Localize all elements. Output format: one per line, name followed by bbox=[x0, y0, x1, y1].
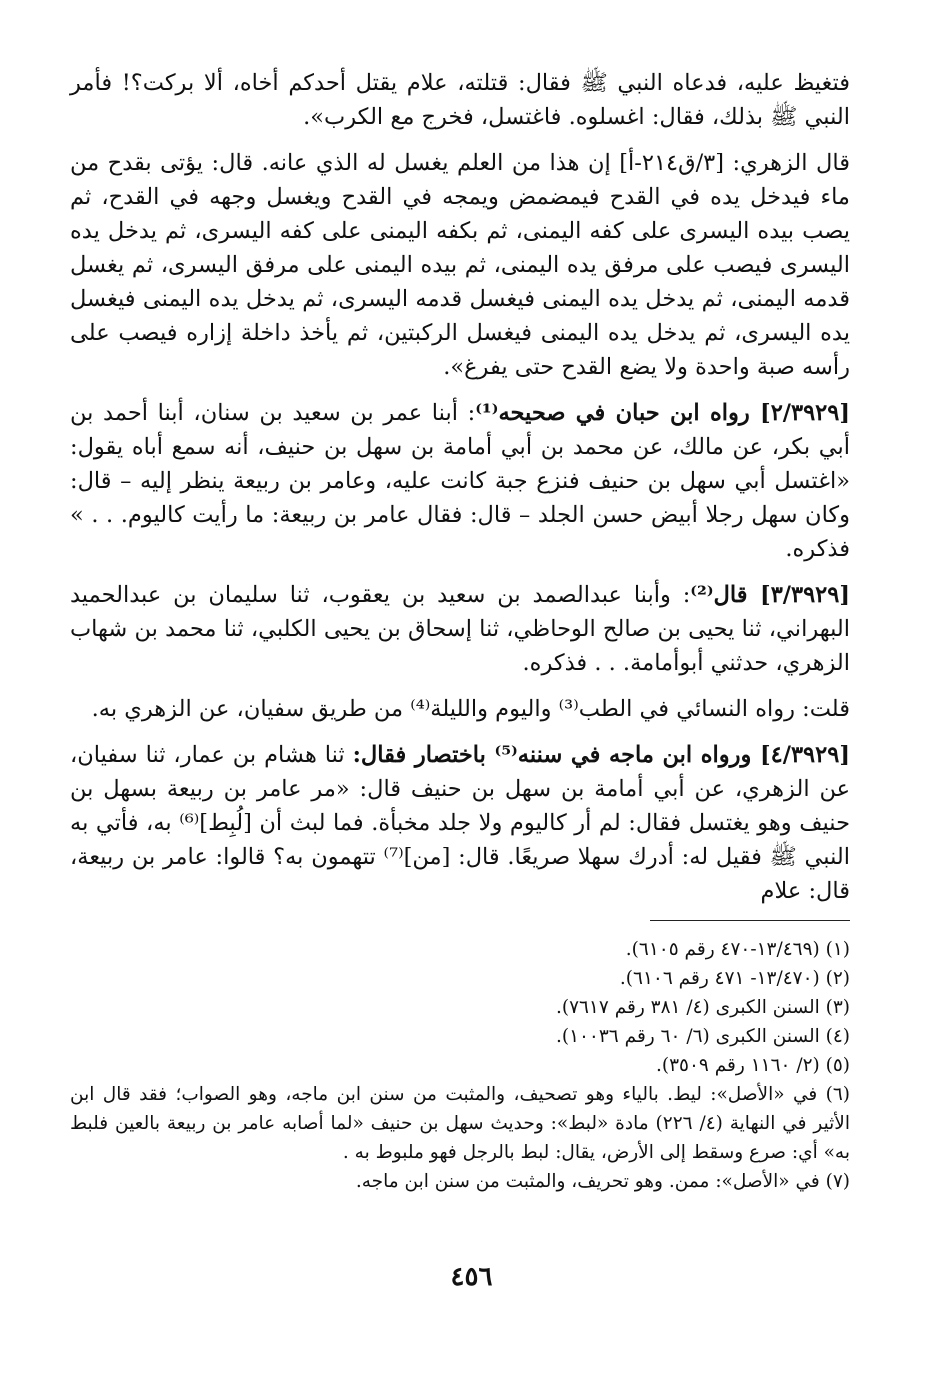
paragraph-text: فتغيظ عليه، فدعاه النبي ﷺ فقال: قتلته، علام يقتل أحدكم أخاه، ألا بركت؟! فأمر النبي ﷺ بذلك، فقال: اغسلوه. فاغتسل، فخرج مع الكرب». bbox=[70, 70, 850, 130]
paragraph-4 bbox=[70, 578, 850, 680]
footnote-6: (٦) في «الأصل»: ليط. بالياء وهو تصحيف، والمثبت من سنن ابن ماجه، وهو الصواب؛ فقد قال ابن الأثير في النهاية (٤/ ٢٢٦) مادة «لبط»: وحديث سهل بن حنيف «لما أصابه عامر بن ربيعة بالعين فلبط به» أي: صرع وسقط إلى الأرض، يقال: لبط بالرجل فهو ملبوط به . bbox=[70, 1084, 850, 1163]
paragraph-3 bbox=[70, 396, 850, 566]
paragraph-head: [٤/٣٩٢٩] ورواه ابن ماجه في سننه⁽⁵⁾ باختصار فقال: bbox=[352, 742, 850, 768]
footnote-5: (٥) (٢/ ١١٦٠ رقم ٣٥٠٩). bbox=[655, 1055, 850, 1076]
paragraph-2 bbox=[70, 146, 850, 384]
footnote-4: (٤) السنن الكبرى (٦/ ٦٠ رقم ١٠٠٣٦). bbox=[555, 1026, 850, 1047]
footnotes bbox=[70, 935, 850, 1196]
paragraph-text: قلت: رواه النسائي في الطب⁽³⁾ واليوم والليلة⁽⁴⁾ من طريق سفيان، عن الزهري به. bbox=[91, 696, 850, 722]
paragraph-text: قال الزهري: [٣/ق٢١٤-أ] إن هذا من العلم يغسل له الذي عانه. قال: يؤتى بقدح من ماء فيدخل يده في القدح فيمضمض ويمجه في القدح ويغسل وجهه في القدح، ثم يصب بيده اليسرى على كفه اليمنى، ثم بكفه اليمنى على كفه اليسرى، ثم يدخل يده اليسرى فيصب على مرفق يده اليمنى، ثم بيده اليمنى على مرفق اليسرى، ثم يغسل قدمه اليمنى، ثم يدخل يده اليمنى فيغسل قدمه اليسرى، ثم يدخل يده اليمنى فيغسل يده اليسرى، ثم يدخل يده اليمنى فيغسل الركبتين، ثم يأخذ داخلة إزاره فيصب على رأسه صبة واحدة ولا يضع القدح حتى يفرغ». bbox=[70, 150, 850, 380]
paragraph-6 bbox=[70, 738, 850, 908]
paragraph-5 bbox=[70, 692, 850, 726]
paragraph-1 bbox=[70, 66, 850, 134]
paragraph-text: : أبنا عمر بن سعيد بن سنان، أبنا أحمد بن أبي بكر، عن مالك، عن محمد بن أبي أمامة بن سهل بن حنيف، أنه سمع أباه يقول: «اغتسل أبي سهل بن حنيف فنزع جبة كانت عليه، وعامر بن ربيعة ينظر إليه – قال: وكان سهل رجلا أبيض حسن الجلد – قال: فقال عامر بن ربيعة: ما رأيت كاليوم. . . » فذكره. bbox=[70, 400, 850, 562]
footnote-1: (١) (١٣/٤٦٩-٤٧٠ رقم ٦١٠٥). bbox=[625, 939, 850, 960]
paragraph-text: ثنا هشام بن عمار، ثنا سفيان، عن الزهري، عن أبي أمامة بن سهل بن حنيف قال: «مر عامر بن ربيعة بسهل بن حنيف وهو يغتسل فقال: لم أر كاليوم ولا جلد مخبأة. فما لبث أن [لُبِط]⁽⁶⁾ به، فأتي به النبي ﷺ فقيل له: أدرك سهلا صريعًا. قال: [من]⁽⁷⁾ تتهمون به؟ قالوا: عامر بن ربيعة، قال: علام bbox=[70, 742, 850, 904]
footnote-7: (٧) في «الأصل»: ممن. وهو تحريف، والمثبت من سنن ابن ماجه. bbox=[355, 1171, 850, 1192]
footnote-3: (٣) السنن الكبرى (٤/ ٣٨١ رقم ٧٦١٧). bbox=[555, 997, 850, 1018]
paragraph-text: : وأبنا عبدالصمد بن سعيد بن يعقوب، ثنا سليمان بن عبدالحميد البهراني، ثنا يحيى بن صالح الوحاظي، ثنا إسحاق بن يحيى الكلبي، ثنا محمد بن شهاب الزهري، حدثني أبوأمامة. . . فذكره. bbox=[70, 582, 850, 676]
page-number: ٤٥٦ bbox=[450, 1262, 493, 1292]
paragraph-head: [٢/٣٩٢٩] رواه ابن حبان في صحيحه⁽¹⁾ bbox=[475, 400, 850, 426]
paragraph-head: [٣/٣٩٢٩] قال⁽²⁾ bbox=[690, 582, 850, 608]
footnote-2: (٢) (١٣/٤٧٠- ٤٧١ رقم ٦١٠٦). bbox=[619, 968, 850, 989]
page-body bbox=[70, 66, 850, 1196]
footnote-divider bbox=[650, 920, 850, 921]
